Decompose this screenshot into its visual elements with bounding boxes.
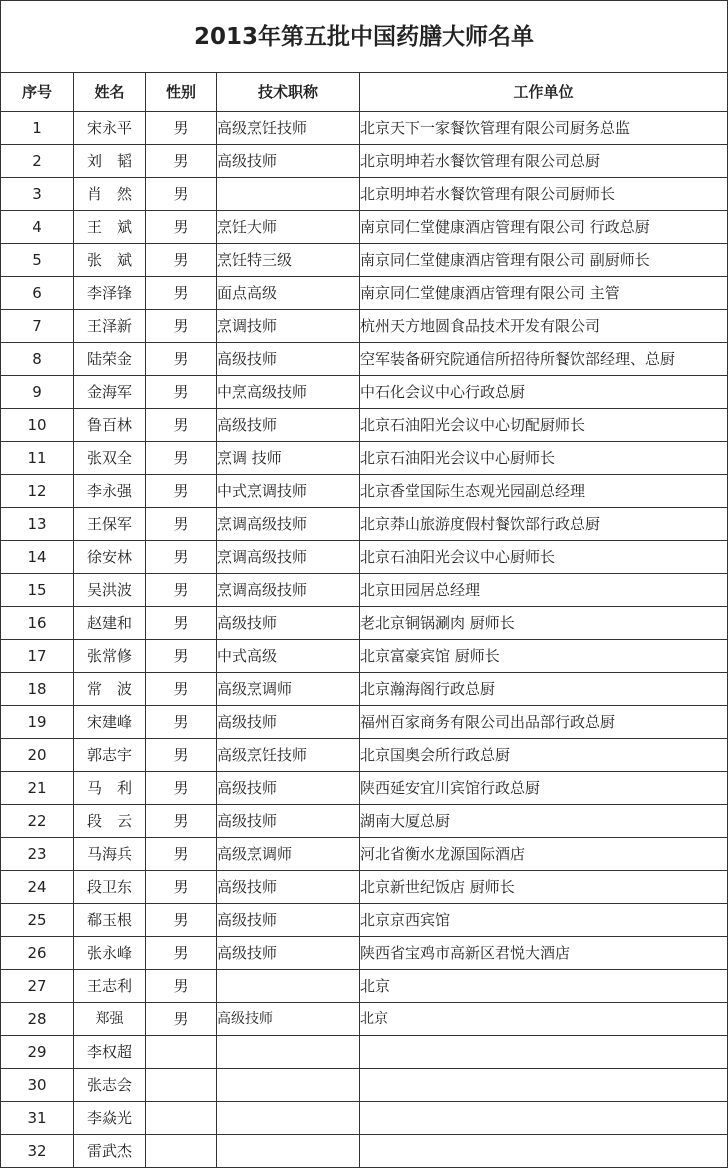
row-gender: 男 bbox=[146, 970, 217, 1003]
table-row bbox=[1, 838, 728, 871]
table-row bbox=[1, 244, 728, 277]
table-row bbox=[1, 1003, 728, 1036]
row-work-unit: 陕西延安宜川宾馆行政总厨 bbox=[360, 772, 728, 805]
row-gender: 男 bbox=[146, 508, 217, 541]
row-job-title: 高级技师 bbox=[217, 1003, 360, 1036]
row-name: 宋永平 bbox=[74, 112, 146, 145]
row-job-title bbox=[217, 970, 360, 1003]
row-job-title: 烹调 技师 bbox=[217, 442, 360, 475]
row-name: 王保军 bbox=[74, 508, 146, 541]
row-job-title: 中烹高级技师 bbox=[217, 376, 360, 409]
row-job-title bbox=[217, 1069, 360, 1102]
table-row bbox=[1, 871, 728, 904]
row-name: 郗玉根 bbox=[74, 904, 146, 937]
table-row bbox=[1, 1135, 728, 1168]
row-name: 刘 韬 bbox=[74, 145, 146, 178]
row-number: 5 bbox=[1, 244, 74, 277]
row-job-title: 高级烹饪技师 bbox=[217, 739, 360, 772]
row-gender: 男 bbox=[146, 706, 217, 739]
row-name: 常 波 bbox=[74, 673, 146, 706]
row-gender: 男 bbox=[146, 607, 217, 640]
row-work-unit: 中石化会议中心行政总厨 bbox=[360, 376, 728, 409]
row-number: 17 bbox=[1, 640, 74, 673]
title-row bbox=[1, 1, 728, 73]
table-row bbox=[1, 178, 728, 211]
row-work-unit: 空军装备研究院通信所招待所餐饮部经理、总厨 bbox=[360, 343, 728, 376]
row-gender: 男 bbox=[146, 343, 217, 376]
row-work-unit: 南京同仁堂健康酒店管理有限公司 行政总厨 bbox=[360, 211, 728, 244]
row-job-title: 高级技师 bbox=[217, 871, 360, 904]
row-gender: 男 bbox=[146, 673, 217, 706]
row-work-unit: 北京田园居总经理 bbox=[360, 574, 728, 607]
row-name: 肖 然 bbox=[74, 178, 146, 211]
row-job-title: 高级烹调师 bbox=[217, 838, 360, 871]
row-number: 8 bbox=[1, 343, 74, 376]
row-gender: 男 bbox=[146, 277, 217, 310]
table-row bbox=[1, 112, 728, 145]
row-number: 9 bbox=[1, 376, 74, 409]
row-work-unit: 北京 bbox=[360, 970, 728, 1003]
row-job-title: 高级技师 bbox=[217, 805, 360, 838]
row-work-unit: 北京 bbox=[360, 1003, 728, 1036]
row-gender: 男 bbox=[146, 1003, 217, 1036]
row-work-unit bbox=[360, 1036, 728, 1069]
table-row bbox=[1, 739, 728, 772]
header-title: 技术职称 bbox=[217, 73, 360, 112]
table-row bbox=[1, 343, 728, 376]
row-job-title: 高级技师 bbox=[217, 145, 360, 178]
row-gender: 男 bbox=[146, 442, 217, 475]
row-job-title: 烹调高级技师 bbox=[217, 508, 360, 541]
row-name: 鲁百林 bbox=[74, 409, 146, 442]
header-unit: 工作单位 bbox=[360, 73, 728, 112]
row-work-unit: 北京天下一家餐饮管理有限公司厨务总监 bbox=[360, 112, 728, 145]
table-row bbox=[1, 508, 728, 541]
row-job-title: 烹调高级技师 bbox=[217, 541, 360, 574]
row-gender: 男 bbox=[146, 904, 217, 937]
row-gender: 男 bbox=[146, 376, 217, 409]
row-name: 李焱光 bbox=[74, 1102, 146, 1135]
row-name: 王志利 bbox=[74, 970, 146, 1003]
row-work-unit bbox=[360, 1135, 728, 1168]
row-number: 11 bbox=[1, 442, 74, 475]
row-number: 16 bbox=[1, 607, 74, 640]
row-gender bbox=[146, 1102, 217, 1135]
row-name: 段 云 bbox=[74, 805, 146, 838]
row-work-unit: 杭州天方地圆食品技术开发有限公司 bbox=[360, 310, 728, 343]
row-job-title bbox=[217, 1036, 360, 1069]
row-number: 29 bbox=[1, 1036, 74, 1069]
table-row bbox=[1, 772, 728, 805]
row-work-unit: 福州百家商务有限公司出品部行政总厨 bbox=[360, 706, 728, 739]
row-gender: 男 bbox=[146, 574, 217, 607]
row-number: 12 bbox=[1, 475, 74, 508]
row-gender: 男 bbox=[146, 640, 217, 673]
row-job-title: 中式高级 bbox=[217, 640, 360, 673]
row-gender: 男 bbox=[146, 178, 217, 211]
row-name: 马 利 bbox=[74, 772, 146, 805]
table-row bbox=[1, 277, 728, 310]
row-work-unit: 北京国奥会所行政总厨 bbox=[360, 739, 728, 772]
table-row bbox=[1, 442, 728, 475]
row-job-title bbox=[217, 1135, 360, 1168]
row-gender: 男 bbox=[146, 541, 217, 574]
header-gender: 性别 bbox=[146, 73, 217, 112]
row-work-unit: 老北京铜锅涮肉 厨师长 bbox=[360, 607, 728, 640]
row-name: 张双全 bbox=[74, 442, 146, 475]
row-name: 李权超 bbox=[74, 1036, 146, 1069]
row-name: 金海军 bbox=[74, 376, 146, 409]
row-number: 21 bbox=[1, 772, 74, 805]
table-row bbox=[1, 607, 728, 640]
row-name: 段卫东 bbox=[74, 871, 146, 904]
row-gender: 男 bbox=[146, 871, 217, 904]
row-gender: 男 bbox=[146, 112, 217, 145]
row-work-unit: 北京莽山旅游度假村餐饮部行政总厨 bbox=[360, 508, 728, 541]
row-work-unit: 湖南大厦总厨 bbox=[360, 805, 728, 838]
row-gender: 男 bbox=[146, 211, 217, 244]
row-number: 6 bbox=[1, 277, 74, 310]
table-row bbox=[1, 904, 728, 937]
row-name: 郭志宇 bbox=[74, 739, 146, 772]
row-name: 张 斌 bbox=[74, 244, 146, 277]
row-name: 宋建峰 bbox=[74, 706, 146, 739]
row-work-unit: 陕西省宝鸡市高新区君悦大酒店 bbox=[360, 937, 728, 970]
row-name: 李永强 bbox=[74, 475, 146, 508]
row-gender: 男 bbox=[146, 772, 217, 805]
header-no: 序号 bbox=[1, 73, 74, 112]
table-row bbox=[1, 1036, 728, 1069]
row-name: 马海兵 bbox=[74, 838, 146, 871]
row-number: 18 bbox=[1, 673, 74, 706]
table-row bbox=[1, 145, 728, 178]
row-work-unit: 北京香堂国际生态观光园副总经理 bbox=[360, 475, 728, 508]
row-gender: 男 bbox=[146, 838, 217, 871]
row-name: 王 斌 bbox=[74, 211, 146, 244]
row-number: 20 bbox=[1, 739, 74, 772]
row-gender: 男 bbox=[146, 145, 217, 178]
table-row bbox=[1, 1102, 728, 1135]
row-number: 3 bbox=[1, 178, 74, 211]
row-gender: 男 bbox=[146, 409, 217, 442]
row-gender bbox=[146, 1135, 217, 1168]
row-job-title: 烹调高级技师 bbox=[217, 574, 360, 607]
row-number: 32 bbox=[1, 1135, 74, 1168]
row-work-unit: 北京明坤若水餐饮管理有限公司厨师长 bbox=[360, 178, 728, 211]
row-number: 7 bbox=[1, 310, 74, 343]
row-number: 1 bbox=[1, 112, 74, 145]
row-job-title: 高级技师 bbox=[217, 904, 360, 937]
row-work-unit: 北京富豪宾馆 厨师长 bbox=[360, 640, 728, 673]
row-work-unit: 南京同仁堂健康酒店管理有限公司 副厨师长 bbox=[360, 244, 728, 277]
row-work-unit: 北京明坤若水餐饮管理有限公司总厨 bbox=[360, 145, 728, 178]
row-work-unit: 南京同仁堂健康酒店管理有限公司 主管 bbox=[360, 277, 728, 310]
row-number: 31 bbox=[1, 1102, 74, 1135]
row-job-title: 高级技师 bbox=[217, 706, 360, 739]
row-gender: 男 bbox=[146, 310, 217, 343]
table-row bbox=[1, 706, 728, 739]
row-work-unit: 北京石油阳光会议中心切配厨师长 bbox=[360, 409, 728, 442]
row-number: 25 bbox=[1, 904, 74, 937]
row-work-unit: 北京石油阳光会议中心厨师长 bbox=[360, 541, 728, 574]
row-name: 李泽锋 bbox=[74, 277, 146, 310]
row-gender: 男 bbox=[146, 244, 217, 277]
table-row bbox=[1, 574, 728, 607]
row-name: 赵建和 bbox=[74, 607, 146, 640]
row-gender: 男 bbox=[146, 805, 217, 838]
header-row bbox=[1, 73, 728, 112]
row-name: 雷武杰 bbox=[74, 1135, 146, 1168]
row-job-title: 高级烹饪技师 bbox=[217, 112, 360, 145]
row-job-title: 高级技师 bbox=[217, 937, 360, 970]
table-row bbox=[1, 805, 728, 838]
row-gender bbox=[146, 1036, 217, 1069]
row-name: 张永峰 bbox=[74, 937, 146, 970]
row-job-title: 中式烹调技师 bbox=[217, 475, 360, 508]
row-name: 王泽新 bbox=[74, 310, 146, 343]
row-number: 2 bbox=[1, 145, 74, 178]
row-name: 徐安林 bbox=[74, 541, 146, 574]
row-gender: 男 bbox=[146, 739, 217, 772]
row-number: 22 bbox=[1, 805, 74, 838]
row-work-unit: 北京新世纪饭店 厨师长 bbox=[360, 871, 728, 904]
row-number: 13 bbox=[1, 508, 74, 541]
row-name: 陆荣金 bbox=[74, 343, 146, 376]
row-number: 24 bbox=[1, 871, 74, 904]
table-row bbox=[1, 970, 728, 1003]
row-name: 吴洪波 bbox=[74, 574, 146, 607]
row-job-title bbox=[217, 178, 360, 211]
row-number: 10 bbox=[1, 409, 74, 442]
row-work-unit bbox=[360, 1069, 728, 1102]
row-work-unit: 北京瀚海阁行政总厨 bbox=[360, 673, 728, 706]
row-job-title: 高级技师 bbox=[217, 772, 360, 805]
row-work-unit: 北京京西宾馆 bbox=[360, 904, 728, 937]
header-name: 姓名 bbox=[74, 73, 146, 112]
row-work-unit: 北京石油阳光会议中心厨师长 bbox=[360, 442, 728, 475]
row-number: 26 bbox=[1, 937, 74, 970]
row-number: 28 bbox=[1, 1003, 74, 1036]
row-job-title bbox=[217, 1102, 360, 1135]
table-row bbox=[1, 1069, 728, 1102]
row-gender: 男 bbox=[146, 937, 217, 970]
row-number: 14 bbox=[1, 541, 74, 574]
row-job-title: 高级技师 bbox=[217, 409, 360, 442]
document-title: 2013年第五批中国药膳大师名单 bbox=[1, 1, 728, 73]
table-row bbox=[1, 937, 728, 970]
row-job-title: 面点高级 bbox=[217, 277, 360, 310]
row-number: 15 bbox=[1, 574, 74, 607]
row-work-unit bbox=[360, 1102, 728, 1135]
row-job-title: 烹饪特三级 bbox=[217, 244, 360, 277]
row-name: 张常修 bbox=[74, 640, 146, 673]
row-number: 4 bbox=[1, 211, 74, 244]
row-number: 19 bbox=[1, 706, 74, 739]
row-work-unit: 河北省衡水龙源国际酒店 bbox=[360, 838, 728, 871]
table-row bbox=[1, 211, 728, 244]
table-row bbox=[1, 673, 728, 706]
row-name: 张志会 bbox=[74, 1069, 146, 1102]
row-number: 27 bbox=[1, 970, 74, 1003]
row-number: 23 bbox=[1, 838, 74, 871]
row-job-title: 烹饪大师 bbox=[217, 211, 360, 244]
row-number: 30 bbox=[1, 1069, 74, 1102]
table-row bbox=[1, 640, 728, 673]
table-row bbox=[1, 409, 728, 442]
row-name: 郑强 bbox=[74, 1003, 146, 1036]
row-gender: 男 bbox=[146, 475, 217, 508]
row-job-title: 高级技师 bbox=[217, 607, 360, 640]
table-row bbox=[1, 310, 728, 343]
table-row bbox=[1, 376, 728, 409]
row-job-title: 高级技师 bbox=[217, 343, 360, 376]
row-gender bbox=[146, 1069, 217, 1102]
row-job-title: 烹调技师 bbox=[217, 310, 360, 343]
table-row bbox=[1, 541, 728, 574]
row-job-title: 高级烹调师 bbox=[217, 673, 360, 706]
table-row bbox=[1, 475, 728, 508]
